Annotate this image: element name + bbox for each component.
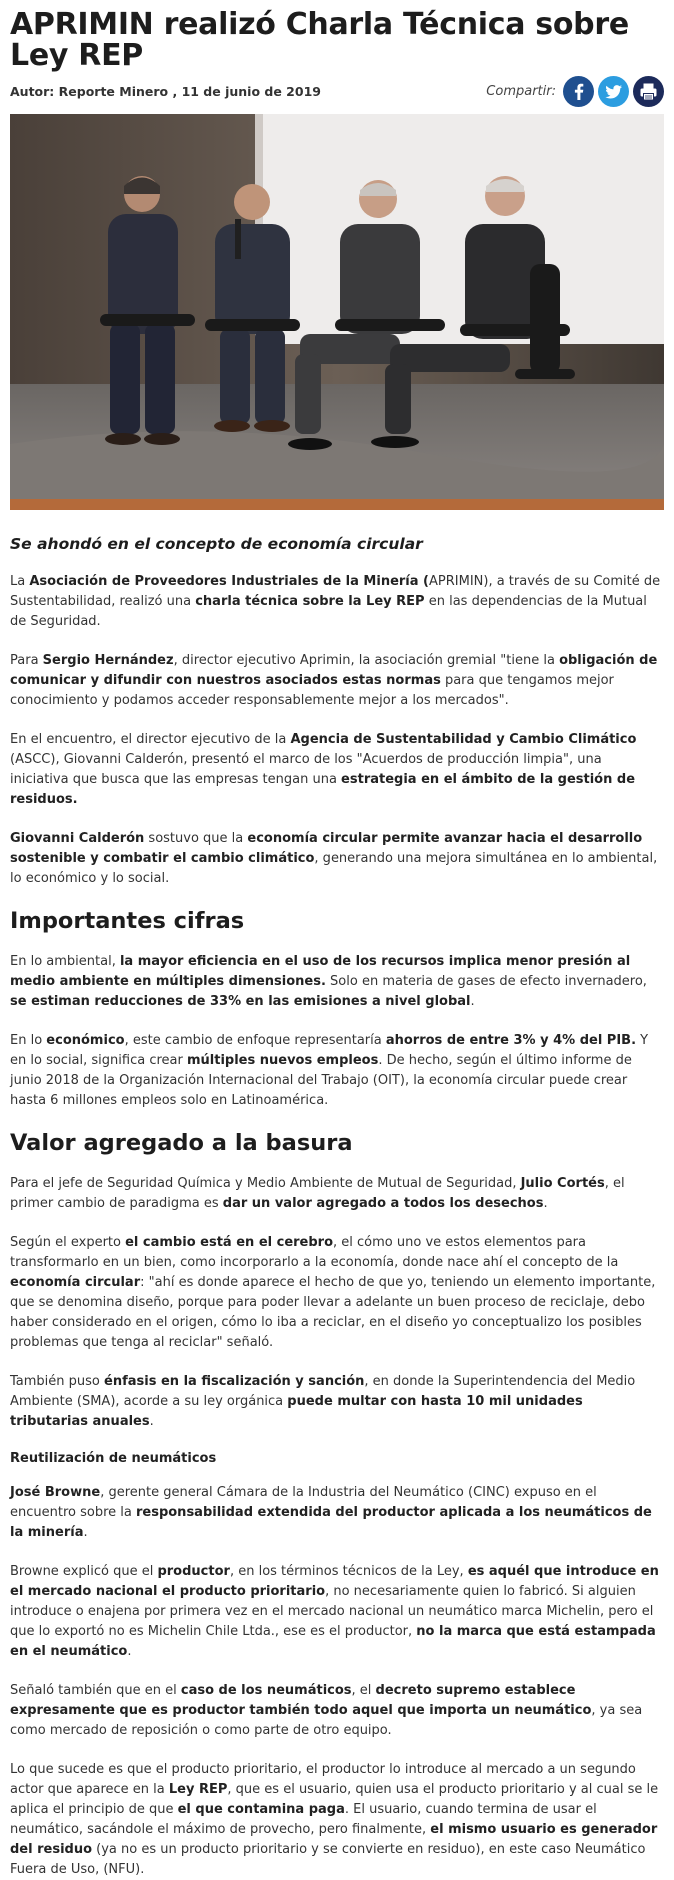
- body-paragraph: [10, 651, 664, 711]
- body-paragraph: [10, 1174, 664, 1214]
- bold-text: Giovanni Calderón: [10, 831, 145, 846]
- bold-text: Asociación de Proveedores Industriales de la Minería (: [29, 574, 429, 589]
- bold-text: el que contamina paga: [177, 1802, 345, 1817]
- text-run: En lo: [10, 1033, 47, 1048]
- text-run: .: [470, 994, 475, 1009]
- text-run: En lo ambiental,: [10, 954, 120, 969]
- bold-text: economía circular: [10, 1275, 141, 1290]
- facebook-share-button[interactable]: [563, 76, 594, 107]
- bold-text: múltiples nuevos empleos: [186, 1053, 379, 1068]
- text-run: , el cómo uno ve estos elementos para transformarlo en un bien, como incorporarlo a la economía, donde nace ahí el concepto de la: [10, 1235, 619, 1270]
- text-run: en las dependencias de la Mutual de Seguridad.: [10, 594, 647, 629]
- bold-text: Agencia de Sustentabilidad y Cambio Climático: [290, 732, 637, 747]
- text-run: Browne explicó que el: [10, 1564, 158, 1579]
- text-run: Señaló también que en el: [10, 1683, 181, 1698]
- text-run: . De hecho, según el último informe de junio 2018 de la Organización Internacional del Trabajo (OIT), la economía circular puede crear hasta 6 millones empleos solo en Latinoamérica.: [10, 1053, 632, 1108]
- panel-discussion-photo: [10, 114, 664, 510]
- text-run: para que tengamos mejor conocimiento y podamos acceder responsablemente mejor a los mercados".: [10, 673, 614, 708]
- bold-text: caso de los neumáticos: [180, 1683, 352, 1698]
- body-paragraph: [10, 829, 664, 889]
- bold-text: productor: [157, 1564, 230, 1579]
- text-run: (ya no es un producto prioritario y se convierte en residuo), en este caso Neumático Fuera de Uso, (NFU).: [10, 1842, 646, 1877]
- bold-text: ahorros de entre 3% y 4% del PIB.: [385, 1033, 637, 1048]
- bold-text: se estiman reducciones de 33% en las emisiones a nivel global: [10, 994, 471, 1009]
- body-paragraph: [10, 730, 664, 810]
- article-subtitle: Se ahondó en el concepto de economía circular: [10, 535, 423, 553]
- twitter-icon: [598, 76, 629, 107]
- minor-heading: Reutilización de neumáticos: [10, 1451, 217, 1466]
- share-label: Compartir:: [486, 83, 556, 99]
- print-button[interactable]: [633, 76, 664, 107]
- bold-text: no la marca que está estampada en el neumático: [10, 1624, 656, 1659]
- body-paragraph: [10, 572, 664, 632]
- article-photo: [10, 114, 664, 510]
- body-paragraph: [10, 1233, 664, 1353]
- body-paragraph: [10, 1483, 664, 1543]
- text-run: , este cambio de enfoque representaría: [124, 1033, 386, 1048]
- text-run: , no necesariamente quien lo fabricó. Si alguien introduce o enajena por primera vez en el mercado nacional un neumático marca Michelin, pero el que lo exportó no es Michelin Chile Ltda., ese es el productor,: [10, 1584, 654, 1639]
- body-paragraph: [10, 952, 664, 1012]
- body-paragraph: [10, 1760, 664, 1880]
- text-run: Lo que sucede es que el producto prioritario, el productor lo introduce al mercado a un segundo actor que aparece en la: [10, 1762, 636, 1797]
- text-run: , que es el usuario, quien usa el producto prioritario y al cual se le aplica el principio de que: [10, 1782, 659, 1817]
- text-run: : "ahí es donde aparece el hecho de que yo, teniendo un elemento importante, que se denomina diseño, porque para poder llevar a adelante un buen proceso de reciclaje, debo haber considerado en el origen, cómo lo iba a reciclar, en el diseño yo conceptualizo los posibles problemas que tenga al reciclar" señaló.: [10, 1275, 656, 1350]
- text-run: APRIMIN), a través de su Comité de Sustentabilidad, realizó una: [10, 574, 661, 609]
- bold-text: la mayor eficiencia en el uso de los recursos implica menor presión al medio ambiente en múltiples dimensiones.: [10, 954, 631, 989]
- text-run: . El usuario, cuando termina de usar el neumático, sacándole el máximo de provecho, pero finalmente,: [10, 1802, 597, 1837]
- bold-text: Julio Cortés: [520, 1176, 605, 1191]
- text-run: , ya sea como mercado de reposición o como parte de otro equipo.: [10, 1703, 643, 1738]
- bold-text: obligación de comunicar y difundir con nuestros asociados estas normas: [10, 653, 658, 688]
- text-run: , en donde la Superintendencia del Medio Ambiente (SMA), acorde a su ley orgánica: [10, 1374, 636, 1409]
- bold-text: énfasis en la fiscalización y sanción: [104, 1374, 365, 1389]
- text-run: , generando una mejora simultánea en lo ambiental, lo económico y lo social.: [10, 851, 658, 886]
- text-run: (ASCC), Giovanni Calderón, presentó el marco de los "Acuerdos de producción limpia", una iniciativa que busca que las empresas tengan una: [10, 752, 602, 787]
- text-run: Para: [10, 653, 43, 668]
- text-run: Para el jefe de Seguridad Química y Medio Ambiente de Mutual de Seguridad,: [10, 1176, 521, 1191]
- article-title: APRIMIN realizó Charla Técnica sobre Ley REP: [10, 7, 629, 73]
- text-run: .: [149, 1414, 154, 1429]
- bold-text: Ley REP: [168, 1782, 228, 1797]
- bold-text: charla técnica sobre la Ley REP: [195, 594, 425, 609]
- bold-text: estrategia en el ámbito de la gestión de residuos.: [10, 772, 636, 807]
- text-run: , director ejecutivo Aprimin, la asociación gremial "tiene la: [173, 653, 560, 668]
- text-run: , el primer cambio de paradigma es: [10, 1176, 625, 1211]
- text-run: La: [10, 574, 30, 589]
- bold-text: el cambio está en el cerebro: [125, 1235, 334, 1250]
- twitter-share-button[interactable]: [598, 76, 629, 107]
- body-paragraph: [10, 1681, 664, 1741]
- section-heading: Importantes cifras: [10, 908, 245, 934]
- text-run: Según el experto: [10, 1235, 126, 1250]
- bold-text: economía circular permite avanzar hacia el desarrollo sostenible y combatir el cambio climático: [10, 831, 643, 866]
- author-line: Autor: Reporte Minero , 11 de junio de 2019: [10, 83, 321, 99]
- bold-text: dar un valor agregado a todos los desechos: [222, 1196, 544, 1211]
- text-run: En el encuentro, el director ejecutivo de la: [10, 732, 291, 747]
- text-run: .: [543, 1196, 548, 1211]
- text-run: , gerente general Cámara de la Industria del Neumático (CINC) expuso en el encuentro sobre la: [10, 1485, 597, 1520]
- bold-text: es aquél que introduce en el mercado nacional el producto prioritario: [10, 1564, 659, 1599]
- text-run: , en los términos técnicos de la Ley,: [229, 1564, 468, 1579]
- bold-text: responsabilidad extendida del productor aplicada a los neumáticos de la minería: [10, 1505, 652, 1540]
- text-run: Y en lo social, significa crear: [10, 1033, 649, 1068]
- bold-text: decreto supremo establece expresamente que es productor también todo aquel que importa un neumático: [10, 1683, 592, 1718]
- body-paragraph: [10, 1562, 664, 1662]
- bold-text: puede multar con hasta 10 mil unidades tributarias anuales: [10, 1394, 583, 1429]
- text-run: sostuvo que la: [144, 831, 248, 846]
- section-heading: Valor agregado a la basura: [10, 1130, 353, 1156]
- share-bar: [486, 76, 664, 107]
- text-run: , el: [351, 1683, 376, 1698]
- bold-text: económico: [46, 1033, 125, 1048]
- text-run: .: [83, 1525, 88, 1540]
- text-run: .: [127, 1644, 132, 1659]
- bold-text: José Browne: [10, 1485, 101, 1500]
- bold-text: el mismo usuario es generador del residuo: [10, 1822, 658, 1857]
- print-icon: [633, 76, 664, 107]
- facebook-icon: [563, 76, 594, 107]
- text-run: También puso: [10, 1374, 105, 1389]
- text-run: Solo en materia de gases de efecto invernadero,: [325, 974, 647, 989]
- article-meta: [10, 74, 664, 108]
- body-paragraph: [10, 1031, 664, 1111]
- body-paragraph: [10, 1372, 664, 1432]
- bold-text: Sergio Hernández: [42, 653, 174, 668]
